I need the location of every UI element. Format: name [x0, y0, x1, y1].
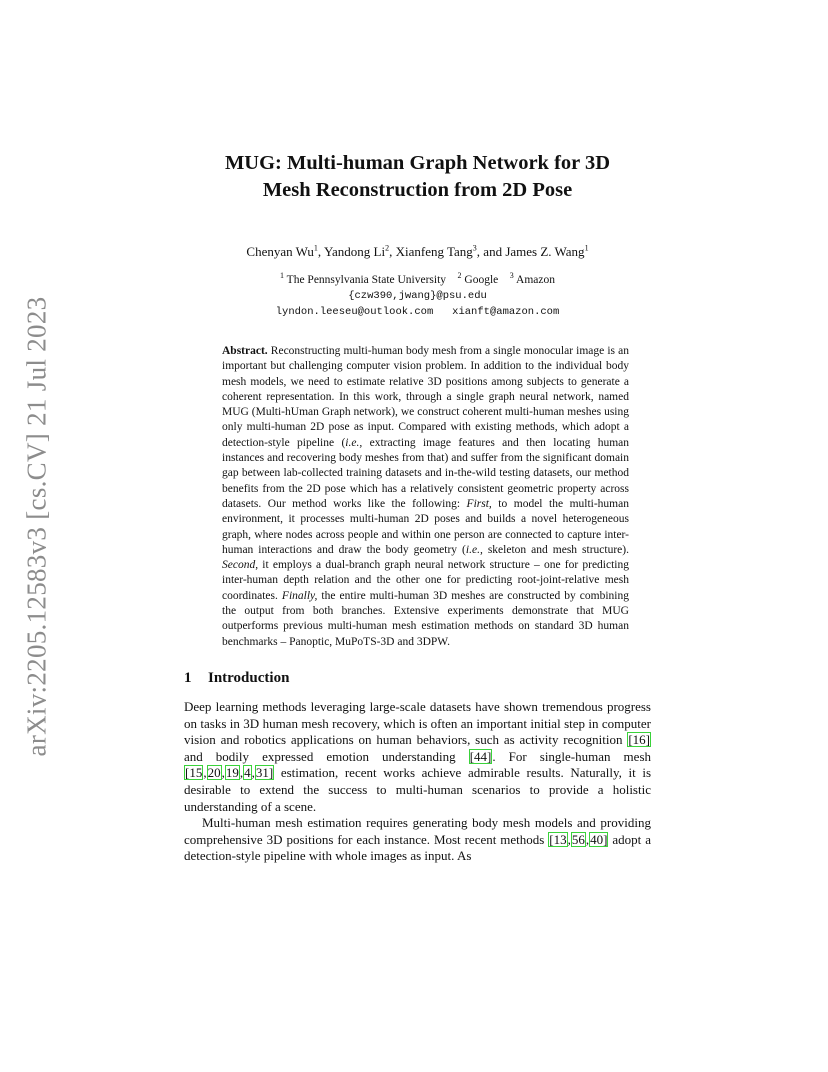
author-affiliation-mark: 3 — [472, 243, 477, 253]
abstract-text: extracting image features and then locating human instances and recovering body meshes from that) and suffer from the significant domain gap between lab-collected training datasets and in-the-wild testing datasets, our method benefits from the 2D pose which has a relatively consistent geometric property across datasets. Our method works like the following: — [222, 436, 629, 510]
body-text: and bodily expressed emotion understanding — [184, 748, 469, 764]
abstract-italic: First, — [466, 497, 492, 510]
abstract-paragraph — [222, 344, 629, 650]
email-line-2 — [184, 304, 651, 320]
email-address: lyndon.leeseu@outlook.com — [275, 306, 434, 318]
author-name: James Z. Wang — [505, 244, 585, 259]
abstract-italic: i.e., — [345, 436, 363, 449]
author-affiliation-mark: 2 — [385, 243, 390, 253]
citation-link[interactable]: 56 — [571, 831, 585, 847]
intro-paragraph-1 — [184, 699, 651, 815]
citation-group: [13,56,40] — [549, 831, 608, 847]
introduction-body — [184, 699, 651, 865]
affiliation-name: Amazon — [516, 274, 555, 286]
abstract-text: Reconstructing multi-human body mesh from a single monocular image is an important but challenging computer vision problem. In addition to the individual body mesh models, we need to estimate relative 3D positions among subjects to generate a coherent representation. In this work, through a single graph neural network, named MUG (Multi-hUman Graph network), we construct coherent multi-human meshes using only multi-human 2D pose as input. Compared with existing methods, which adopt a detection-style pipeline ( — [222, 345, 629, 449]
paper-page — [184, 150, 651, 865]
title-line-2: Mesh Reconstruction from 2D Pose — [262, 179, 573, 201]
citation-link[interactable]: 31] — [255, 765, 274, 781]
abstract-italic: Second — [222, 559, 256, 572]
body-text: estimation, recent works achieve admirable results. Naturally, it is desirable to extend the success to multi-human scenarios to provide a holistic understanding of a scene. — [184, 765, 651, 814]
citation-link[interactable]: 20 — [207, 765, 221, 781]
abstract-text: skeleton and mesh structure). — [482, 543, 629, 556]
citation-link[interactable]: 40] — [590, 831, 608, 847]
citation-link[interactable]: [16] — [628, 732, 650, 748]
abstract-italic: Finally, — [281, 589, 318, 602]
author-name: Xianfeng Tang — [395, 244, 473, 259]
abstract-label: Abstract. — [222, 345, 268, 357]
author-affiliation-mark: 1 — [313, 243, 318, 253]
abstract-text: , it employs a dual-branch graph neural network structure – one for predicting inter-human depth relation and the other one for predicting root-joint-relative mesh coordinates. — [222, 559, 629, 602]
citation-link[interactable]: 4 — [244, 765, 251, 781]
section-title: Introduction — [208, 669, 290, 686]
section-heading — [184, 670, 651, 687]
author-affiliation-mark: 1 — [584, 243, 589, 253]
affiliation-line — [184, 272, 651, 288]
author-separator: , — [389, 244, 396, 259]
affiliation-mark: 3 — [509, 271, 514, 281]
citation-link[interactable]: [44] — [469, 748, 492, 764]
author-separator: , and — [476, 244, 506, 259]
arxiv-identifier-stamp — [15, 295, 59, 757]
email-address: xianft@amazon.com — [452, 306, 560, 318]
body-text: adopt a detection-style pipeline with whole images as input. As — [184, 831, 651, 864]
body-text: . For single-human mesh — [492, 748, 651, 764]
abstract-text: the entire multi-human 3D meshes are constructed by combining the output from both branches. Extensive experiments demonstrate that MUG outperforms previous multi-human mesh estimation methods on standard 3D human benchmarks – Panoptic, MuPoTS-3D and 3DPW. — [222, 589, 629, 648]
author-name: Chenyan Wu — [246, 244, 314, 259]
body-text: Multi-human mesh estimation requires generating body mesh models and providing comprehensive 3D positions for each instance. Most recent methods — [184, 815, 651, 847]
citation-link[interactable]: [15 — [185, 765, 203, 781]
author-list — [184, 244, 651, 260]
intro-paragraph-2 — [184, 815, 651, 865]
title-line-1: MUG: Multi-human Graph Network for 3D — [224, 152, 611, 174]
citation-link[interactable]: [13 — [549, 831, 567, 847]
affiliation-mark: 1 — [280, 271, 284, 281]
affiliation-mark: 2 — [457, 271, 462, 281]
citation-link[interactable]: 19 — [225, 765, 239, 781]
affiliations-block — [184, 272, 651, 320]
abstract-text: to model the multi-human environment, it processes multi-human 2D poses and builds a novel heterogeneous graph, where nodes across people and within one person are connected to capture inter-human interactions and draw the body geometry ( — [222, 497, 629, 556]
affiliation-name: The Pennsylvania State University — [286, 274, 447, 286]
author-separator: , — [317, 244, 324, 259]
author-name: Yandong Li — [323, 244, 386, 259]
body-text: Deep learning methods leveraging large-scale datasets have shown tremendous progress on tasks in 3D human mesh recovery, which is often an important initial step in computer vision and robotics applications on human behaviors, such as activity recognition — [184, 698, 651, 748]
paper-title — [184, 150, 651, 204]
citation-group: [15,20,19,4,31] — [185, 765, 274, 781]
abstract-italic: i.e., — [465, 543, 483, 556]
email-line-1: {czw390,jwang}@psu.edu — [348, 290, 487, 302]
affiliation-name: Google — [464, 274, 499, 286]
arxiv-stamp-text: arXiv:2205.12583v3 [cs.CV] 21 Jul 2023 — [21, 296, 52, 756]
section-number: 1 — [184, 669, 192, 686]
